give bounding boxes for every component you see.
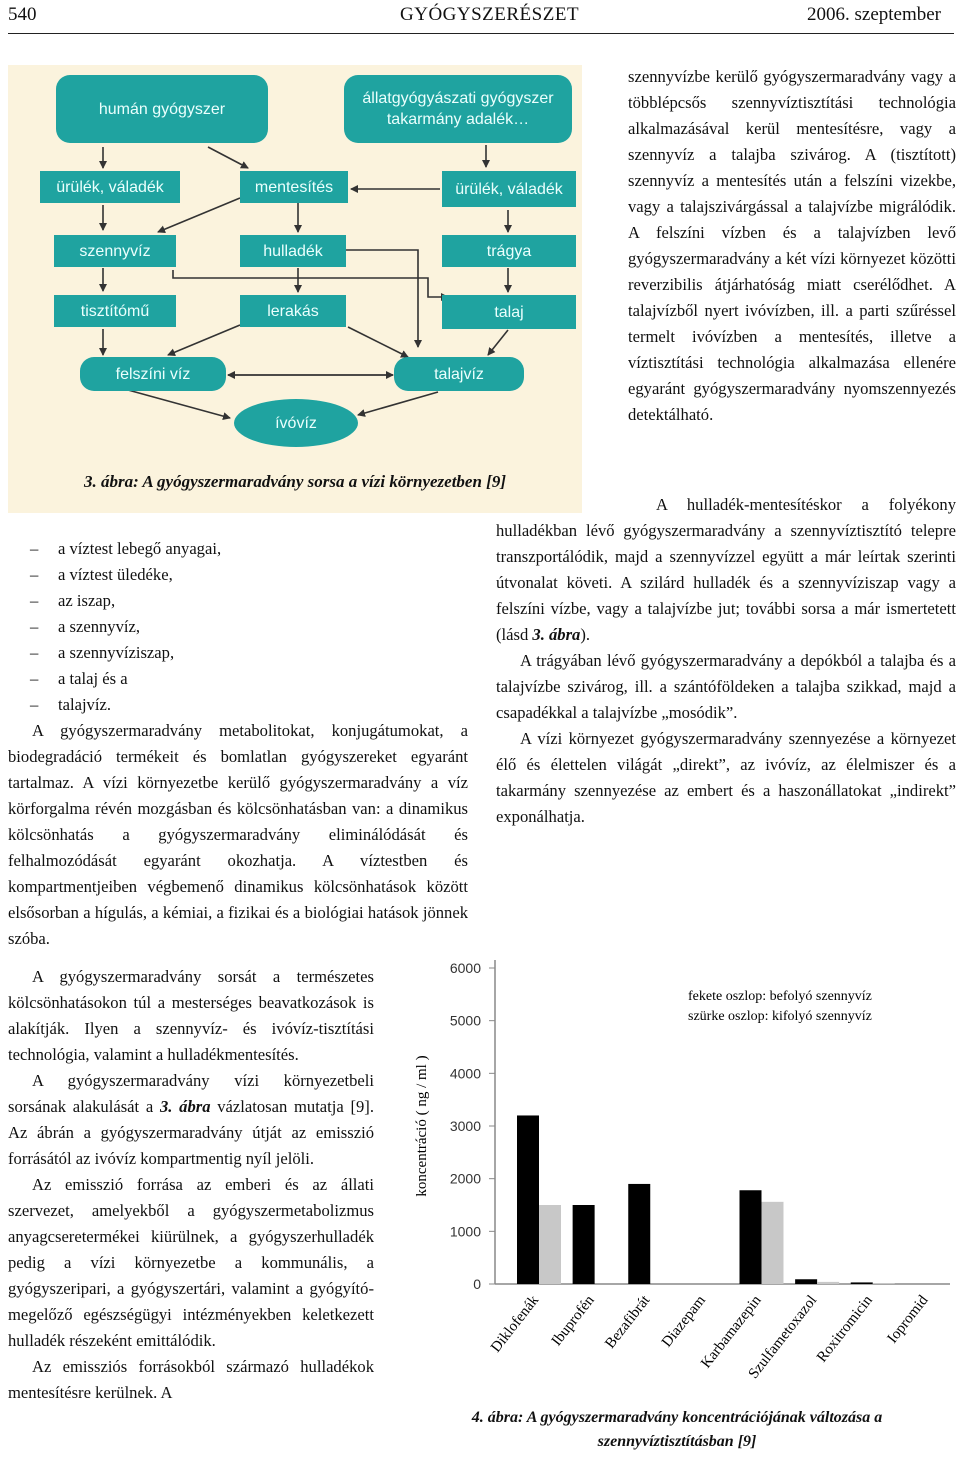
figure-3-diagram [8,65,582,513]
figure-4-caption-line2: szennyvíztisztításban [9] [597,1433,757,1450]
x-tick-label: Diklofenák [487,1292,543,1356]
y-axis-label: koncentráció ( ng / ml ) [414,1055,430,1197]
legend-entry: szürke oszlop: kifolyó szennyvíz [688,1009,872,1024]
x-tick-label: Iopromid [884,1292,932,1347]
node-soil: talaj [442,295,576,329]
header-rule [8,33,954,34]
node-disposal: mentesítés [240,171,348,203]
bar [851,1282,873,1284]
node-treatment-plant: tisztítómű [54,295,176,327]
y-tick-label: 2000 [449,1170,481,1187]
paragraph [8,1068,374,1172]
text-span: A hulladék-mentesítéskor a folyékony hulladékban lévő gyógyszermaradvány a szennyvíztisztító telepre transzportálódik, majd a szennyvízzel együtt a már leírtak szerinti útvonalat követi. A szilárd hulladék és a szennyvíziszap vagy a felszíni vízbe, vagy a talajvízbe jut; további sorsa a már ismertetett (lásd [496,495,956,644]
figure-4-caption [412,1406,942,1454]
text-span: A gyógyszermaradvány vízi környezetbeli sorsának alakulását a [8,1071,374,1116]
page-number: 540 [8,4,37,25]
x-tick-label: Karbamazepin [698,1292,765,1372]
paragraph: Az emissziós forrásokból származó hulladékok mentesítésre kerülnek. A [8,1357,374,1402]
node-excreta-right: ürülék, váladék [442,171,576,207]
list-item: – a szennyvíz, [8,614,374,640]
arrow [346,250,418,347]
paragraph: A gyógyszermaradvány sorsát a természetes kölcsönhatásokon túl a mesterséges beavatkozások is alakítják. Ilyen a szennyvíz- és ivóvíz-tisztítási technológia, valamint a hulladékmentesítés. [8,967,374,1064]
arrow [208,147,248,168]
y-tick-label: 5000 [449,1012,481,1029]
list-item: – az iszap, [8,588,374,614]
node-manure: trágya [442,235,576,267]
right-column-lower [496,492,956,830]
list-item: – talajvíz. [8,692,374,718]
bar [517,1115,539,1284]
paragraph [496,492,956,648]
left-column [8,536,374,718]
bar-chart [400,944,960,1404]
list-item: – a víztest üledéke, [8,562,374,588]
right-column-top [628,64,956,428]
issue-date: 2006. szeptember [807,4,942,25]
bar [817,1282,839,1284]
journal-title: GYÓGYSZERÉSZET [400,4,580,25]
paragraph: Az emisszió forrása az emberi és az állati szervezet, amelyekből a gyógyszermetabolizmus anyagcseretermékei kiürülnek, a gyógyszerhulladék pedig a vízi környezetbe a kommunális, a gyógyszeripari, a gyógyszertári, valamint a gyógyító-megelőző egészségügyi intézményekben keletkezett hulladék részeként emittálódik. [8,1175,374,1350]
text-span: vázlatosan mutatja [9]. Az ábrán a gyógyszermaradvány útját az emisszió forrásától az ivóvíz kompartmentig nyíl jelöli. [8,1097,374,1168]
figure-4-chart [400,944,960,1462]
node-veterinary-drug: állatgyógyászati gyógyszer takarmány adalék… [344,75,572,143]
figure-3-caption: 3. ábra: A gyógyszermaradvány sorsa a vízi környezetben [9] [84,472,506,491]
y-tick-label: 3000 [449,1118,481,1134]
figure-reference: 3. ábra [159,1097,211,1116]
list-item: – a szennyvíziszap, [8,640,374,666]
node-sewage: szennyvíz [54,235,176,267]
bar [573,1205,595,1284]
bar [740,1190,762,1284]
left-paragraph-wide [8,718,468,952]
node-surface-water: felszíni víz [80,357,226,391]
y-tick-label: 1000 [449,1223,481,1240]
list-item: – a víztest lebegő anyagai, [8,536,374,562]
y-tick-label: 0 [473,1276,481,1292]
node-waste: hulladék [240,235,346,267]
x-tick-label: Szulfametoxazol [745,1292,821,1382]
figure-reference: 3. ábra [532,625,581,644]
figure-4-caption-line1: 4. ábra: A gyógyszermaradvány koncentrációjának változása a [471,1409,883,1426]
bar [762,1202,784,1284]
node-drinking-water: ívóvíz [234,399,358,447]
bar [628,1184,650,1284]
paragraph: A vízi környezet gyógyszermaradvány szennyezése a környezet élő és élettelen világát „direkt”, az ivóvíz, az élelmiszer és a takarmány szennyezése az embert és a haszonállatokat „indirekt” exponálhatja. [496,729,956,826]
arrow [348,327,408,357]
node-human-drug: humán gyógyszer [56,75,268,143]
x-tick-label: Roxitromicin [814,1292,876,1366]
legend-entry: fekete oszlop: befolyó szennyvíz [688,989,872,1004]
page-header [0,0,960,34]
compartment-list [8,536,374,718]
x-tick-label: Bezafibrát [602,1292,654,1352]
arrow [168,325,240,355]
list-item: – a talaj és a [8,666,374,692]
bar [795,1279,817,1284]
node-landfill: lerakás [240,295,346,327]
paragraph: szennyvízbe kerülő gyógyszermaradvány vagy a többlépcsős szennyvíztisztítási technológia alkalmazásával kerül mentesítésre, vagy a szennyvíz a talajba szivárog. A (tisztított) szennyvíz a mentesítés után a felszíni vizekbe, vagy a talajszivárgással a talajvízbe migrálódik. A felszíni vízben és a talajvízben levő gyógyszermaradvány a két vízi környezet közötti reverzibilis átjárhatóság miatt cserélődhet. A talajvízből nyert ivóvízben, ill. a parti szűréssel termelt ivóvízben a mentesítés, illetve a víztisztítási technológia alkalmazása ellenére egyaránt gyógyszermaradvány nyomszennyezés detektálható. [628,67,956,424]
bar [873,1283,895,1284]
y-tick-label: 6000 [449,960,481,976]
y-tick-label: 4000 [449,1065,481,1082]
node-groundwater: talajvíz [394,357,524,391]
text-span: ). [580,625,591,644]
arrow [173,270,448,297]
bar [539,1205,561,1284]
arrow [128,390,230,418]
paragraph: A gyógyszermaradvány metabolitokat, konjugátumokat, a biodegradáció termékeit és bomlatlan gyógyszereket egyaránt tartalmaz. A vízi környezetbe kerülő gyógyszermaradvány a víz körforgalma révén mozgásban és kölcsönhatásban van: a dinamikus kölcsönhatás a gyógyszermaradvány eliminálódását és felhalmozódását egyaránt okozhatja. A víztestben és kompartmentjeiben végbemenő dinamikus kölcsönhatások között elsősorban a hígulás, a kémiai, a fizikai és a biológiai hatások jönnek szóba. [8,721,468,948]
left-column-lower [8,964,374,1406]
node-excreta-left: ürülék, váladék [40,171,180,203]
arrow [158,198,240,232]
arrow [488,330,508,355]
x-tick-label: Diazepam [658,1292,710,1351]
arrow [358,392,438,415]
x-tick-label: Ibuprofén [548,1292,598,1350]
paragraph: A trágyában lévő gyógyszermaradvány a depókból a talajba és a talajvízbe szivárog, ill. a szántóföldeken a talajba szikkad, majd a csapadékkal a talajvízbe „mosódik”. [496,651,956,722]
